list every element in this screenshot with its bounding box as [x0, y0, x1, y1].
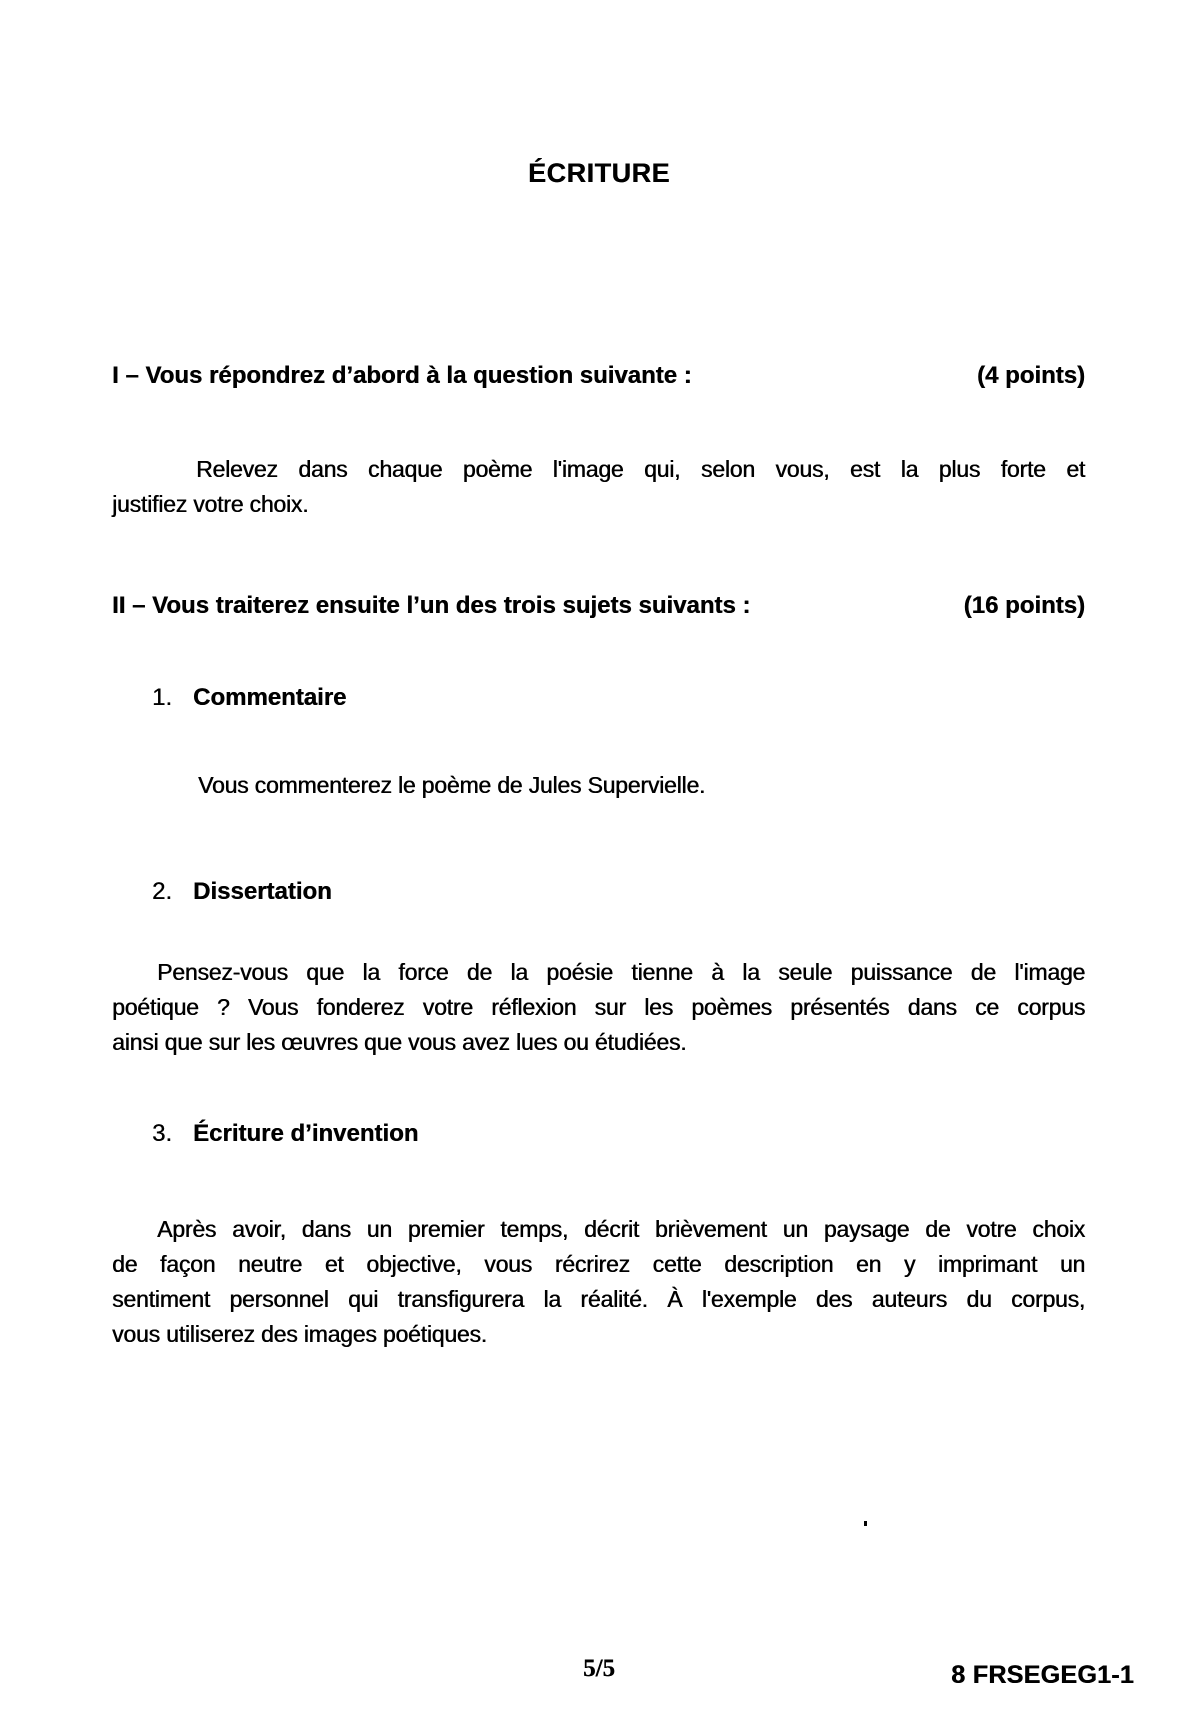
subject-number: 1. — [152, 684, 173, 711]
subject-1-heading — [152, 684, 346, 712]
section-1-points: (4 points) — [977, 362, 1085, 389]
paragraph-line: poétique ? Vous fonderez votre réflexion sur les poèmes présentés dans ce corpus — [112, 994, 1085, 1020]
section-2-heading-row — [112, 592, 1085, 620]
paragraph-line: de façon neutre et objective, vous récrirez cette description en y imprimant un — [112, 1251, 1085, 1277]
paragraph-line: Relevez dans chaque poème l'image qui, selon vous, est la plus forte et — [196, 456, 1085, 482]
subject-2-paragraph — [112, 955, 1085, 1060]
section-1-paragraph — [112, 452, 1085, 522]
subject-2-heading — [152, 878, 332, 906]
section-1-heading-row — [112, 362, 1085, 390]
subject-number: 3. — [152, 1120, 173, 1147]
subject-title: Écriture d’invention — [193, 1120, 419, 1147]
page-number: 5/5 — [583, 1655, 615, 1682]
document-reference: 8 FRSEGEG1-1 — [951, 1661, 1134, 1689]
ink-speck — [864, 1521, 867, 1526]
section-2-points: (16 points) — [963, 592, 1085, 619]
section-2-heading: II – Vous traiterez ensuite l’un des trois sujets suivants : — [112, 592, 751, 619]
paragraph-line: sentiment personnel qui transfigurera la réalité. À l'exemple des auteurs du corpus, — [112, 1286, 1085, 1312]
paragraph-line: Après avoir, dans un premier temps, décrit brièvement un paysage de votre choix — [157, 1216, 1085, 1242]
subject-number: 2. — [152, 878, 173, 905]
subject-title: Commentaire — [193, 684, 347, 711]
paragraph-line: vous utiliserez des images poétiques. — [112, 1321, 487, 1347]
paragraph-line: ainsi que sur les œuvres que vous avez lues ou étudiées. — [112, 1029, 687, 1055]
subject-title: Dissertation — [193, 878, 332, 905]
page-title: ÉCRITURE — [527, 158, 670, 188]
subject-1-text: Vous commenterez le poème de Jules Supervielle. — [198, 772, 706, 798]
subject-3-heading — [152, 1120, 418, 1148]
paragraph-line: Pensez-vous que la force de la poésie tienne à la seule puissance de l'image — [157, 959, 1085, 985]
subject-3-paragraph — [112, 1212, 1085, 1352]
section-1-heading: I – Vous répondrez d’abord à la question suivante : — [112, 362, 692, 389]
paragraph-line: justifiez votre choix. — [112, 491, 309, 517]
